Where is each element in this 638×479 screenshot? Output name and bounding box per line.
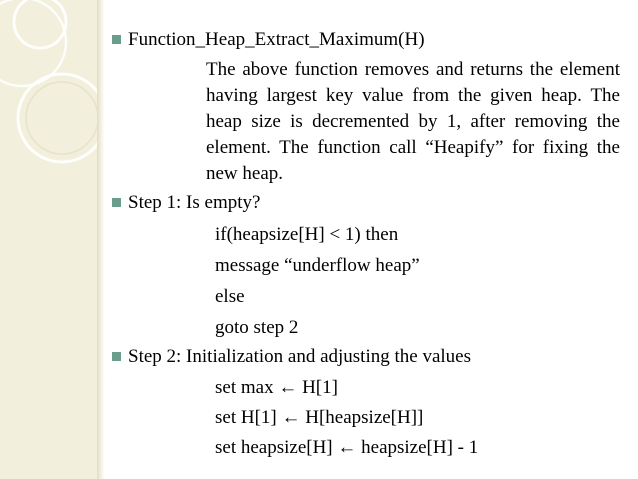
step2-line: set H[1] ← H[heapsize[H]] [215,407,424,428]
step1-line: if(heapsize[H] < 1) then [215,224,399,245]
step1-item [128,190,260,216]
square-bullet-icon [112,35,121,44]
square-bullet-icon [112,198,121,207]
step2-title: Step 2: Initialization and adjusting the values [128,346,471,367]
function-description: The above function removes and returns the element having largest key value from the given heap. The heap size is decremented by 1, after removing the element. The function call “Heapify” for fixing the new heap. [206,59,620,184]
function-heading-item [128,27,425,53]
step1-title: Step 1: Is empty? [128,192,261,213]
function-heading: Function_Heap_Extract_Maximum(H) [128,29,425,50]
square-bullet-icon [112,352,121,361]
step2-line: set max ← H[1] [215,377,338,398]
step2-line: set heapsize[H] ← heapsize[H] - 1 [215,437,479,458]
step1-line: goto step 2 [215,317,299,338]
step2-item [128,344,471,370]
step1-line: else [215,286,245,307]
step1-line: message “underflow heap” [215,255,420,276]
